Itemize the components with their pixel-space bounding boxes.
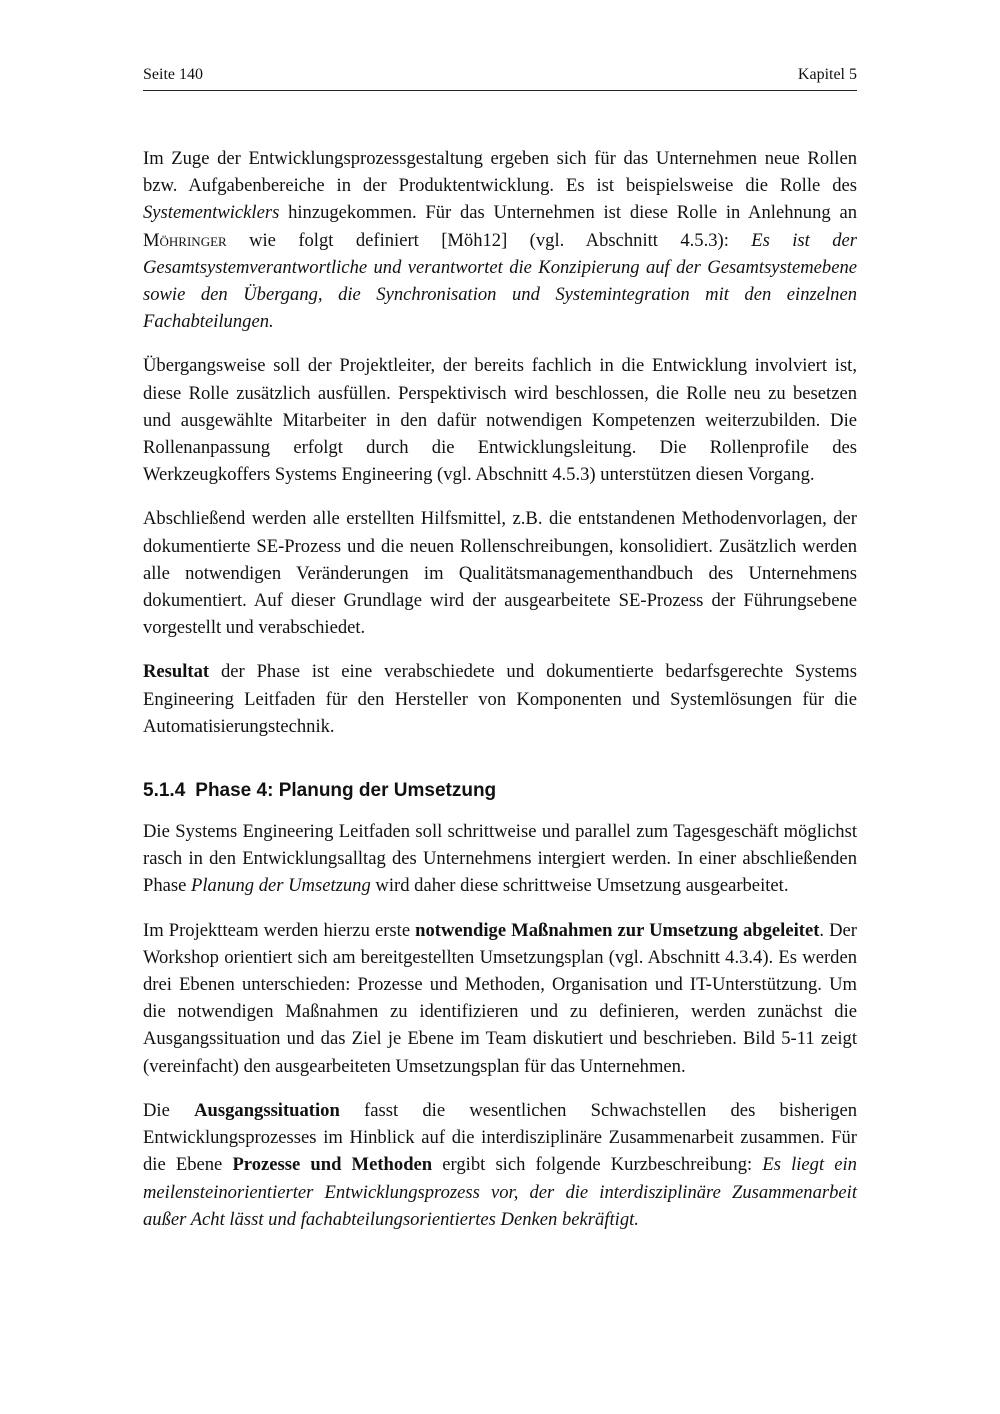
- bold-measures: notwendige Maßnahmen zur Umsetzung abgeleitet: [415, 919, 820, 941]
- bold-result: Resultat: [143, 661, 210, 683]
- short-description: Es liegt ein meilensteinorientierter Entwicklungsprozess vor, der die interdisziplinäre Zusammenarbeit außer Acht lässt und fachabteilungsorientiertes Denken bekräftigt.: [143, 1154, 857, 1230]
- paragraph-initial-situation: [143, 1097, 857, 1233]
- text-run: der Phase ist eine verabschiedete und dokumentierte bedarfsgerechte Systems Engineering Leitfaden für den Hersteller von Komponenten und Systemlösungen für die Automatisierungstechnik.: [143, 661, 857, 737]
- section-number: 5.1.4: [143, 780, 186, 802]
- section-title: Phase 4: Planung der Umsetzung: [195, 780, 497, 802]
- emphasis-planung: Planung der Umsetzung: [191, 875, 371, 897]
- text-run: Im Projektteam werden hierzu erste: [143, 919, 416, 941]
- text-run: . Der Workshop orientiert sich am bereitgestellten Umsetzungsplan (vgl. Abschnitt 4.3.4). Es werden drei Ebenen unterschieden: Prozesse und Methoden, Organisation und IT-Unterstützung. Um die notwendigen Maßnahmen zu identifizieren und zu definieren, werden zunächst die Ausgangssituation und das Ziel je Ebene im Team diskutiert und beschrieben. Bild 5-11 zeigt (vereinfacht) den ausgearbeiteten Umsetzungsplan für das Unternehmen.: [143, 919, 857, 1077]
- paragraph-result: [143, 658, 857, 740]
- page-header: [143, 66, 857, 91]
- paragraph-phase4-intro: [143, 818, 857, 900]
- text-run: Die Systems Engineering Leitfaden soll schrittweise und parallel zum Tagesgeschäft möglichst rasch in den Entwicklungsalltag des Unternehmens intergiert werden. In einer abschließenden Phase: [143, 821, 857, 897]
- bold-ausgangssituation: Ausgangssituation: [194, 1099, 340, 1121]
- emphasis-systementwickler: Systementwicklers: [143, 202, 280, 224]
- paragraph-roles: [143, 145, 857, 335]
- text-run: Die: [143, 1099, 195, 1121]
- text-run: ergibt sich folgende Kurzbeschreibung:: [432, 1154, 763, 1176]
- text-run: Im Zuge der Entwicklungsprozessgestaltung ergeben sich für das Unternehmen neue Rollen bzw. Aufgabenbereiche in der Produktentwicklung. Es ist beispielsweise die Rolle des: [143, 148, 857, 197]
- text-run: hinzugekommen. Für das Unternehmen ist diese Rolle in Anlehnung an: [279, 202, 857, 224]
- text-run: wird daher diese schrittweise Umsetzung ausgearbeitet.: [370, 875, 789, 897]
- text-run: wie folgt definiert [Möh12] (vgl. Abschnitt 4.5.3):: [226, 229, 752, 251]
- paragraph-transition: Übergangsweise soll der Projektleiter, der bereits fachlich in die Entwicklung involviert ist, diese Rolle zusätzlich ausfüllen. Perspektivisch wird beschlossen, die Rolle neu zu besetzen und ausgewählte Mitarbeiter in den dafür notwendigen Kompetenzen weiterzubilden. Die Rollenanpassung erfolgt durch die Entwicklungsleitung. Die Rollenprofile des Werkzeugkoffers Systems Engineering (vgl. Abschnitt 4.5.3) unterstützen diesen Vorgang.: [143, 355, 857, 486]
- role-definition: Es ist der Gesamtsystemverantwortliche und verantwortet die Konzipierung auf der Gesamtsystemebene sowie den Übergang, die Synchronisation und Systemintegration mit den einzelnen Fachabteilungen.: [143, 229, 857, 333]
- page-body: [143, 145, 857, 1250]
- paragraph-measures: [143, 917, 857, 1080]
- bold-prozesse-methoden: Prozesse und Methoden: [232, 1154, 433, 1176]
- paragraph-consolidation: Abschließend werden alle erstellten Hilfsmittel, z.B. die entstandenen Methodenvorlagen, der dokumentierte SE-Prozess und die neuen Rollenschreibungen, konsolidiert. Zusätzlich werden alle notwendigen Veränderungen im Qualitätsmanagementhandbuch des Unternehmens dokumentiert. Auf dieser Grundlage wird der ausgearbeitete SE-Prozess der Führungsebene vorgestellt und verabschiedet.: [143, 508, 857, 639]
- text-run: fasst die wesentlichen Schwachstellen des bisherigen Entwicklungsprozesses im Hinblick auf die interdisziplinäre Zusammenarbeit zusammen. Für die Ebene: [143, 1099, 857, 1176]
- section-heading: [143, 778, 857, 804]
- page-number: Seite 140: [143, 66, 203, 83]
- chapter-label: Kapitel 5: [797, 66, 857, 83]
- author-name: Möhringer: [143, 229, 227, 251]
